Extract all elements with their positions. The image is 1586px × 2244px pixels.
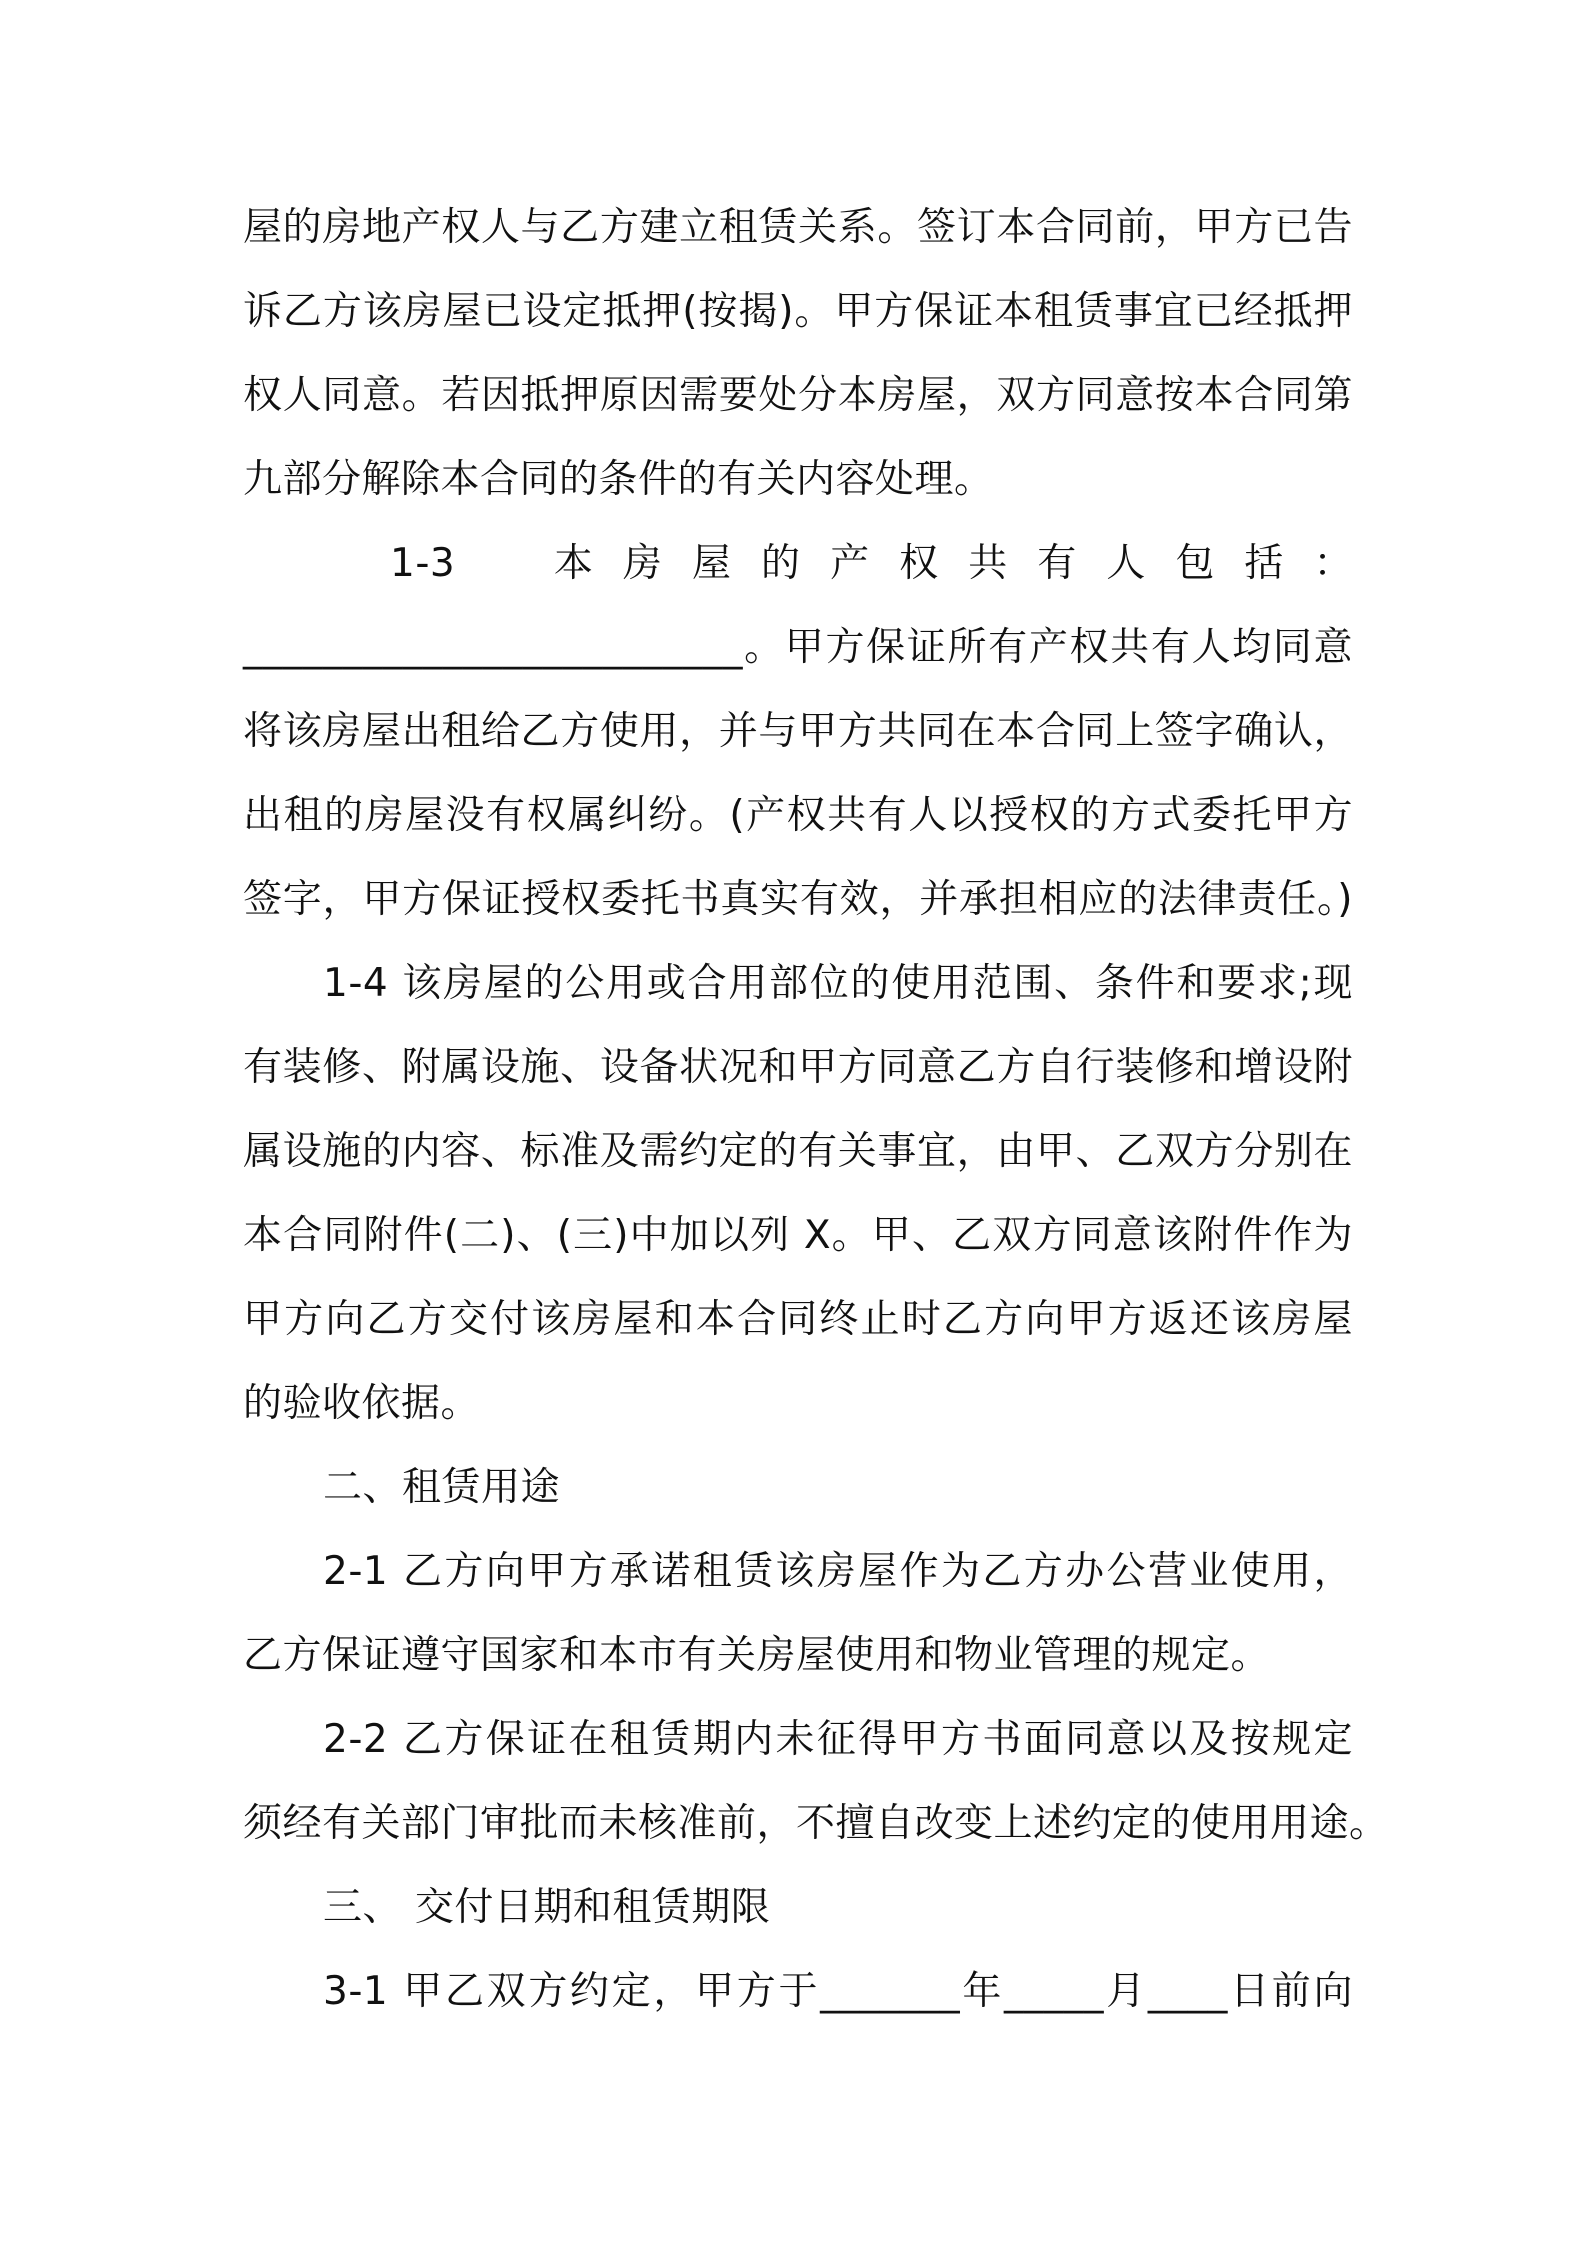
section-2-heading: 二、租赁用途 [323,1465,561,1510]
text-line-13: 本合同附件(二)、(三)中加以列 X。甲、乙双方同意该附件作为 [243,1213,1353,1258]
text-line-6: _________________________。甲方保证所有产权共有人均同意 [243,625,1353,670]
section-3-heading: 三、 交付日期和租赁期限 [323,1885,771,1930]
clause-3-1: 3-1 甲乙双方约定，甲方于_______年_____月____日前向 [323,1969,1353,2014]
text-line-15: 的验收依据。 [243,1381,481,1426]
text-line-2: 诉乙方该房屋已设定抵押(按揭)。甲方保证本租赁事宜已经抵押 [243,289,1353,334]
text-line-14: 甲方向乙方交付该房屋和本合同终止时乙方向甲方返还该房屋 [243,1297,1353,1342]
text-line-3: 权人同意。若因抵押原因需要处分本房屋，双方同意按本合同第 [243,373,1353,418]
text-line-11: 有装修、附属设施、设备状况和甲方同意乙方自行装修和增设附 [243,1045,1353,1090]
clause-2-1: 2-1 乙方向甲方承诺租赁该房屋作为乙方办公营业使用， [323,1549,1353,1594]
text-line-7: 将该房屋出租给乙方使用，并与甲方共同在本合同上签字确认， [243,709,1353,754]
text-line-9: 签字，甲方保证授权委托书真实有效，并承担相应的法律责任。) [243,877,1353,922]
text-line-20: 须经有关部门审批而未核准前，不擅自改变上述约定的使用用途。 [243,1801,1389,1846]
text-line-8: 出租的房屋没有权属纠纷。(产权共有人以授权的方式委托甲方 [243,793,1353,838]
text-line-18: 乙方保证遵守国家和本市有关房屋使用和物业管理的规定。 [243,1633,1271,1678]
text-line-1: 屋的房地产权人与乙方建立租赁关系。签订本合同前，甲方已告 [243,205,1353,250]
text-line-12: 属设施的内容、标准及需约定的有关事宜，由甲、乙双方分别在 [243,1129,1353,1174]
text-line-4: 九部分解除本合同的条件的有关内容处理。 [243,457,994,502]
clause-1-3-heading: 1-3 本房屋的产权共有人包括： [390,541,1353,586]
clause-1-4-heading: 1-4 该房屋的公用或合用部位的使用范围、条件和要求;现 [323,961,1353,1006]
clause-2-2: 2-2 乙方保证在租赁期内未征得甲方书面同意以及按规定 [323,1717,1353,1762]
